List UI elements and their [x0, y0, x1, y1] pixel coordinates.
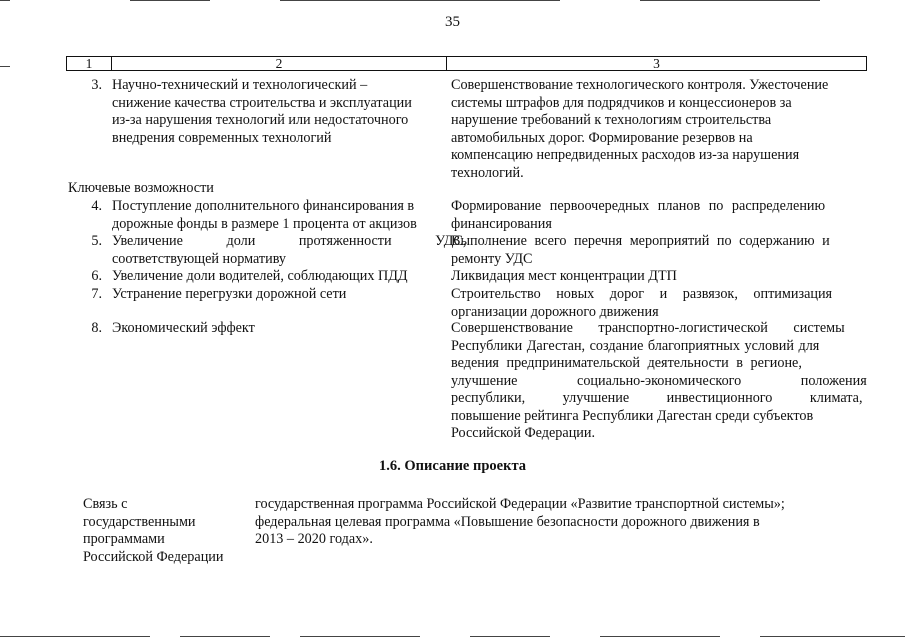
opportunities-heading: Ключевые возможности — [68, 180, 214, 196]
row-description: Экономический эффект — [112, 320, 255, 336]
row-description: Увеличение доли водителей, соблюдающих ПДД — [112, 268, 408, 284]
row-number: 7. — [91, 286, 102, 302]
header-cell-3: 3 — [653, 56, 660, 71]
bottom-rule — [760, 636, 905, 637]
row-measures: Совершенствование транспортно-логистической системы Республики Дагестан, создание благоприятных условий для ведения предпринимательской деятельности в регионе, улучшение социально-экономического положения республики, улучшение инвестиционного климата, повышение рейтинга Республики Дагестан среди субъектов Российской Федерации. — [451, 320, 867, 441]
header-cell-2: 2 — [275, 56, 283, 71]
margin-rule — [0, 66, 10, 67]
row-number: 6. — [91, 268, 102, 284]
section-title: 1.6. Описание проекта — [378, 458, 526, 474]
row-description: Научно-технический и технологический – снижение качества строительства и эксплуатации из-за нарушения технологий или недостаточного внедрения современных технологий — [112, 77, 412, 146]
row-number: 8. — [91, 320, 102, 336]
top-rule — [640, 0, 820, 1]
bottom-rule — [300, 636, 420, 637]
row-measures: Выполнение всего перечня мероприятий по содержанию и ремонту УДС — [451, 233, 830, 267]
bottom-rule — [180, 636, 270, 637]
table-header — [66, 56, 867, 71]
header-cell-1: 1 — [85, 56, 93, 71]
page-number: 35 — [445, 14, 460, 30]
top-rule — [130, 0, 210, 1]
link-text: государственная программа Российской Федерации «Развитие транспортной системы»; федеральная целевая программа «Повышение безопасности дорожного движения в 2013 – 2020 годах». — [255, 496, 785, 547]
row-number: 5. — [91, 233, 102, 249]
bottom-rule — [470, 636, 550, 637]
bottom-rule — [600, 636, 720, 637]
row-description: Поступление дополнительного финансирования в дорожные фонды в размере 1 процента от акцизов — [112, 198, 417, 232]
row-measures: Строительство новых дорог и развязок, оптимизация организации дорожного движения — [451, 286, 833, 320]
row-number: 3. — [91, 77, 102, 93]
link-label: Связь с государственными программами Российской Федерации — [83, 496, 224, 565]
row-measures: Ликвидация мест концентрации ДТП — [451, 268, 677, 284]
bottom-rule — [0, 636, 150, 637]
row-measures: Формирование первоочередных планов по распределению финансирования — [451, 198, 826, 232]
top-left-rule — [0, 0, 10, 1]
row-description: Увеличение доли протяженности УДС, соответствующей нормативу — [112, 233, 467, 267]
row-number: 4. — [91, 198, 102, 214]
top-rule — [280, 0, 560, 1]
row-measures: Совершенствование технологического контроля. Ужесточение системы штрафов для подрядчиков и концессионеров за нарушение требований к технологиям строительства автомобильных дорог. Формирование резервов на компенсацию непредвиденных расходов из-за нарушения технологий. — [451, 77, 829, 181]
row-description: Устранение перегрузки дорожной сети — [112, 286, 347, 302]
